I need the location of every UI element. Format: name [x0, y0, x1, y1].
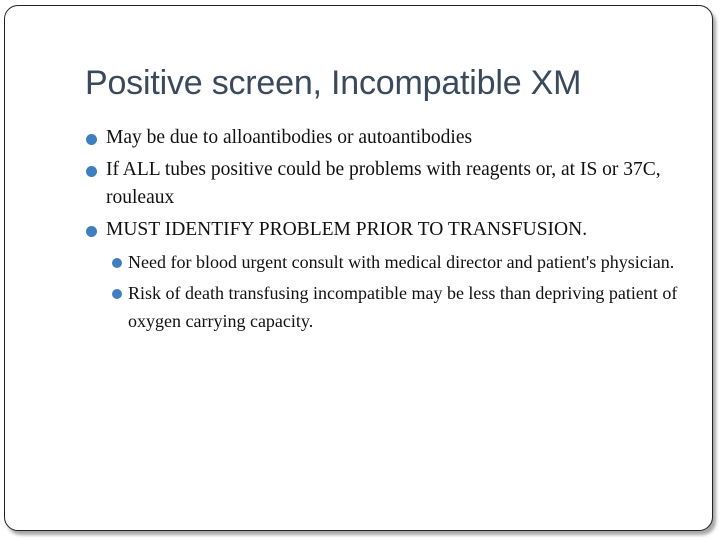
round-bullet-icon — [86, 166, 97, 177]
slide-title: Positive screen, Incompatible XM — [85, 64, 582, 102]
bullet-item — [85, 156, 685, 212]
bullet-text: May be due to alloantibodies or autoantibodies — [106, 127, 473, 148]
bullet-item — [85, 124, 685, 152]
sub-bullet-text: Need for blood urgent consult with medical director and patient's physician. — [128, 252, 675, 272]
round-bullet-icon — [112, 289, 122, 299]
bullet-list — [85, 124, 685, 338]
bullet-item — [85, 216, 685, 244]
round-bullet-icon — [112, 258, 122, 268]
sub-bullet-text: Risk of death transfusing incompatible may be less than depriving patient of oxygen carrying capacity. — [128, 283, 678, 331]
bullet-text: MUST IDENTIFY PROBLEM PRIOR TO TRANSFUSION. — [106, 219, 588, 240]
bullet-text: If ALL tubes positive could be problems with reagents or, at IS or 37C, rouleaux — [106, 159, 661, 208]
round-bullet-icon — [86, 226, 97, 237]
slide — [4, 5, 713, 531]
sub-bullet-item — [85, 248, 685, 276]
sub-bullet-item — [85, 279, 685, 335]
round-bullet-icon — [86, 134, 97, 145]
